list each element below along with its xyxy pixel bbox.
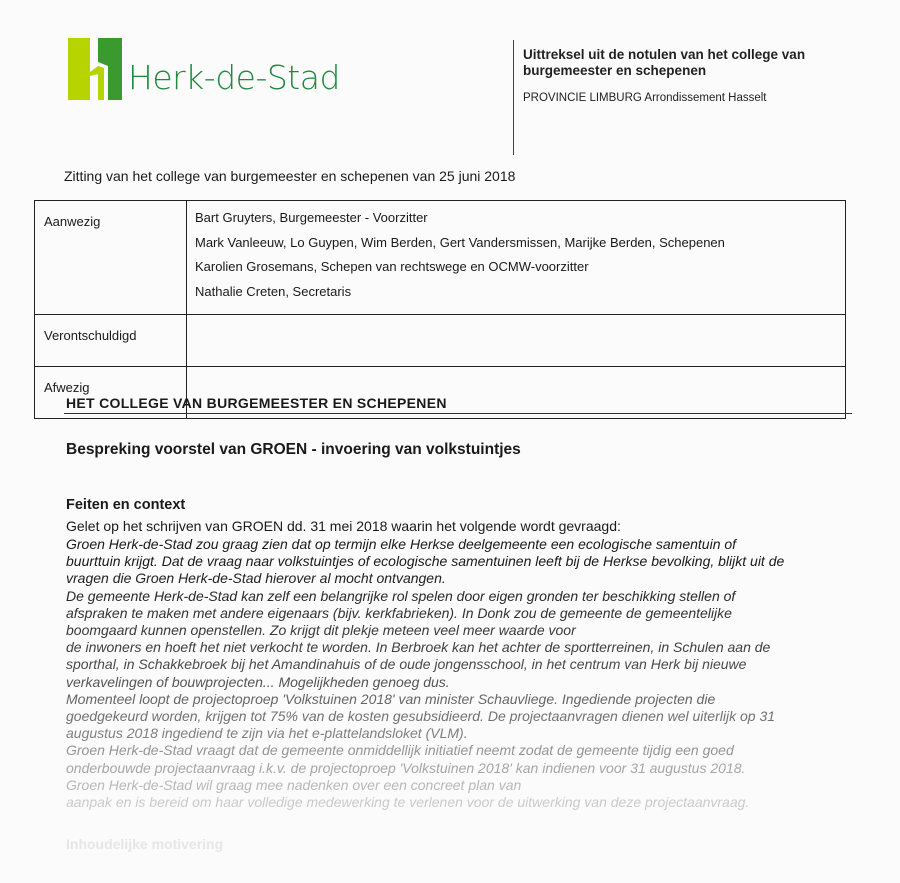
session-line: Zitting van het college van burgemeester en schepenen van 25 juni 2018 bbox=[64, 168, 516, 184]
context-heading: Feiten en context bbox=[66, 497, 186, 513]
province-line: PROVINCIE LIMBURG Arrondissement Hasselt bbox=[523, 92, 767, 104]
quote-line: aanpak en is bereid om haar volledige medewerking te verlenen voor de uitwerking van deze projectaanvraag. bbox=[66, 794, 750, 811]
quote-line: augustus 2018 ingediend te zijn via het e-plattelandsloket (VLM). bbox=[66, 725, 468, 742]
motivation-heading: Inhoudelijke motivering bbox=[66, 836, 224, 852]
header-divider bbox=[513, 40, 514, 155]
quote-line: onderbouwde projectaanvraag i.k.v. de projectoproep 'Volkstuinen 2018' kan indienen voor 31 augustus 2018. bbox=[66, 759, 746, 776]
quote-line: verkavelingen of bouwprojecten... Mogelijkheden genoeg dus. bbox=[66, 673, 450, 690]
quote-line: Groen Herk-de-Stad zou graag zien dat op termijn elke Herkse deelgemeente een ecologische samentuin of bbox=[66, 536, 737, 552]
logo-text: Herk-de-Stad bbox=[128, 58, 340, 97]
quote-line: De gemeente Herk-de-Stad kan zelf een belangrijke rol spelen door eigen gronden ter beschikking stellen of bbox=[66, 587, 736, 604]
present-member: Nathalie Creten, Secretaris bbox=[195, 283, 352, 299]
intro-line: Gelet op het schrijven van GROEN dd. 31 mei 2018 waarin het volgende wordt gevraagd: bbox=[66, 518, 621, 534]
quote-line: Groen Herk-de-Stad vraagt dat de gemeente onmiddellijk initiatief neemt zodat de gemeente tijdig een goed bbox=[66, 742, 734, 759]
present-member: Karolien Grosemans, Schepen van rechtswege en OCMW-voorzitter bbox=[195, 259, 589, 274]
attendance-row-present bbox=[35, 201, 846, 315]
quote-line: sporthal, in Schakkebroek bij het Amandinahuis of de oude jongensschool, in het centrum van Herk bij nieuwe bbox=[66, 656, 747, 673]
attendance-row-excused bbox=[35, 315, 846, 367]
section-rule bbox=[64, 413, 852, 414]
document-title: Uittreksel uit de notulen van het college van burgemeester en schepenen bbox=[523, 47, 806, 78]
present-member: Bart Gruyters, Burgemeester - Voorzitter bbox=[195, 210, 428, 225]
quote-line: boomgaard kunnen openstellen. Zo krijgt dit plekje meteen veel meer waarde voor bbox=[66, 622, 576, 639]
quote-line: buurttuin krijgt. Dat de vraag naar volkstuintjes of ecologische samentuinen leeft bij de Herkse bevolking, blijkt uit de bbox=[66, 553, 785, 570]
quote-line: Momenteel loopt de projectoproep 'Volkstuinen 2018' van minister Schauvliege. Ingediende projecten die bbox=[66, 690, 716, 707]
present-member: Mark Vanleeuw, Lo Guypen, Wim Berden, Gert Vandersmissen, Marijke Berden, Schepenen bbox=[195, 234, 725, 250]
excused-label: Verontschuldigd bbox=[35, 315, 187, 367]
quote-line: afspraken te maken met andere eigenaars (bijv. kerkfabrieken). In Donk zou de gemeente de gemeentelijke bbox=[66, 604, 732, 621]
attendance-table bbox=[34, 200, 846, 419]
excused-value bbox=[187, 315, 846, 367]
letter-quote bbox=[66, 536, 856, 811]
college-heading: HET COLLEGE VAN BURGEMEESTER EN SCHEPENEN bbox=[66, 395, 447, 411]
herk-de-stad-logo-icon bbox=[68, 38, 122, 100]
present-list bbox=[187, 201, 846, 315]
subject-heading: Bespreking voorstel van GROEN - invoering van volkstuintjes bbox=[66, 441, 521, 458]
quote-line: vragen die Groen Herk-de-Stad hierover al mocht ontvangen. bbox=[66, 570, 446, 587]
quote-line: de inwoners en hoeft het niet verkocht te worden. In Berbroek kan het achter de sportterreinen, in Schulen aan de bbox=[66, 639, 771, 656]
quote-line: Groen Herk-de-Stad wil graag mee nadenken over een concreet plan van bbox=[66, 776, 522, 793]
quote-line: goedgekeurd worden, krijgen tot 75% van de kosten gesubsidieerd. De projectaanvragen dienen wel uiterlijk op 31 bbox=[66, 708, 776, 725]
absent-label: Afwezig bbox=[35, 367, 187, 419]
present-label: Aanwezig bbox=[35, 201, 187, 315]
